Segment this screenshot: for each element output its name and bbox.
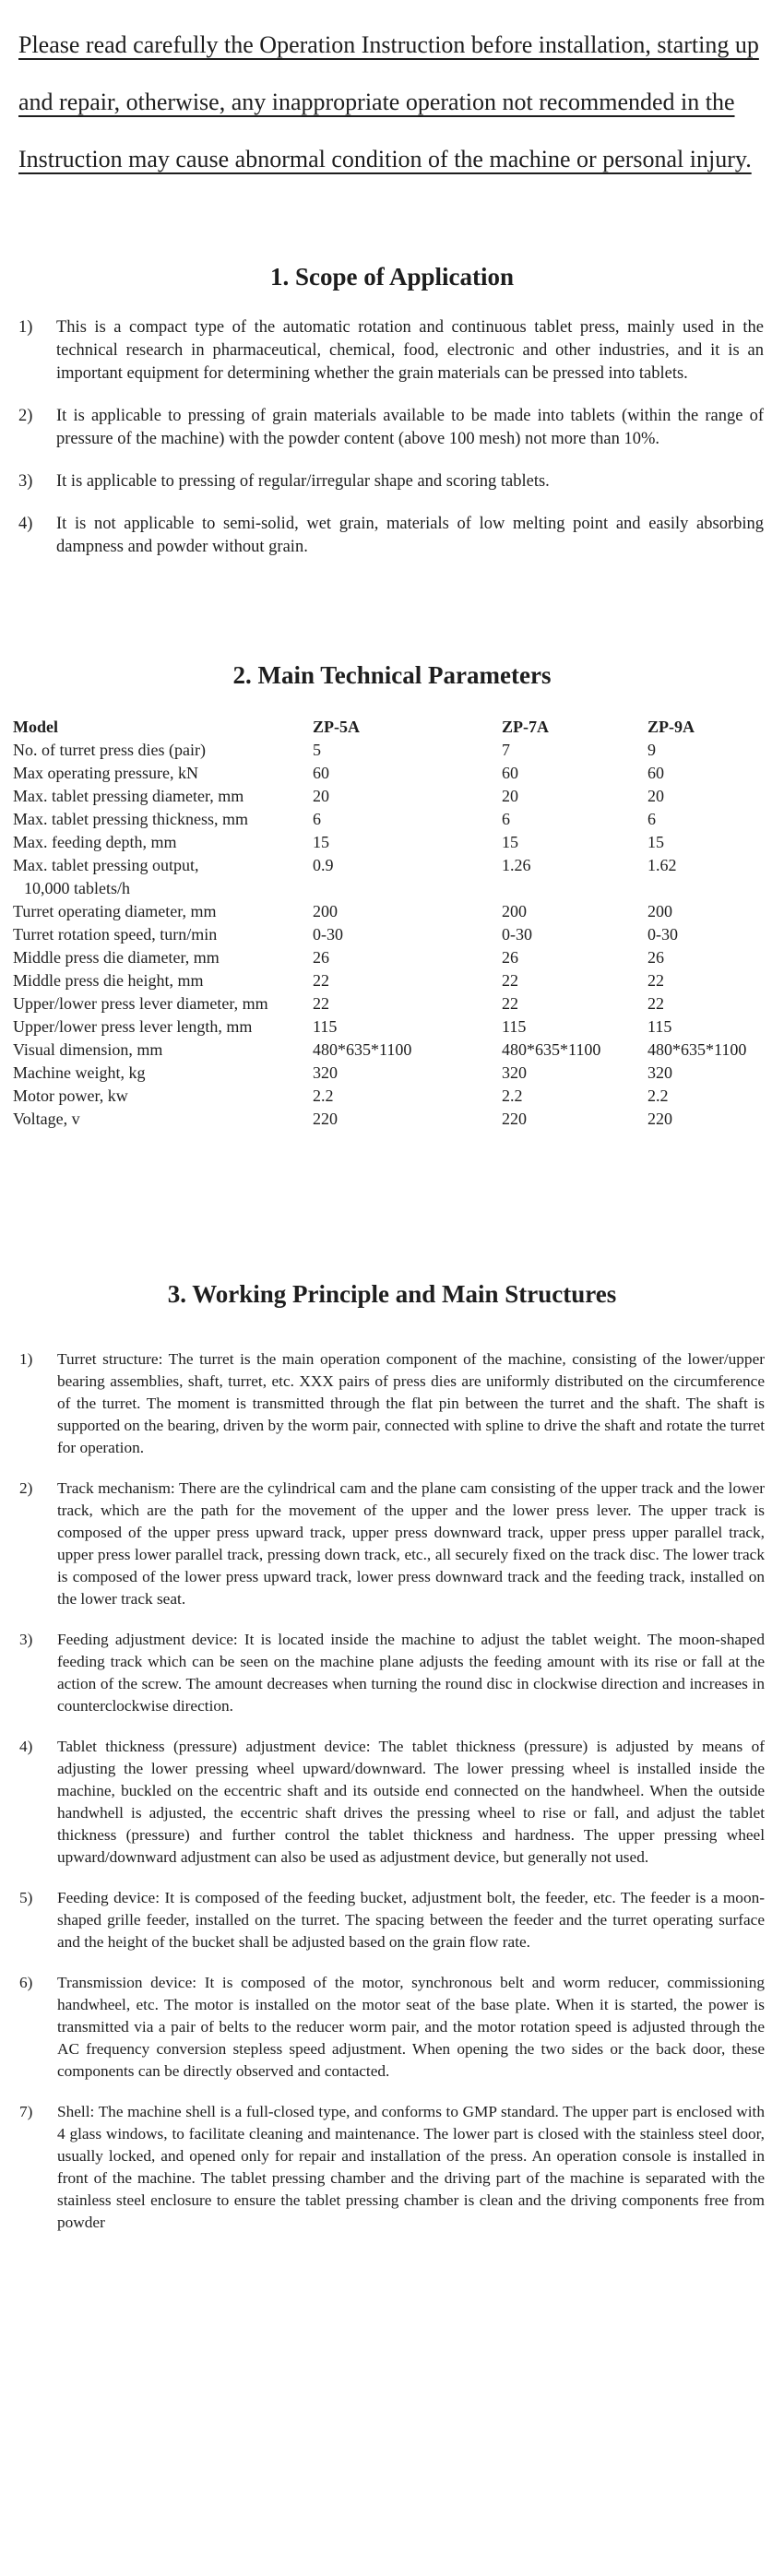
param-name: Visual dimension, mm — [13, 1040, 163, 1059]
param-value: 60 — [313, 764, 329, 782]
param-value: 200 — [313, 902, 338, 920]
header-zp5a: ZP-5A — [313, 718, 360, 736]
list-item — [19, 1972, 765, 2083]
item-text: Feeding device: It is composed of the feeding bucket, adjustment bolt, the feeder, etc. The feeder is a moon-shaped grille feeder, installed on the turret. The spacing between the feeder and the turret operating surface and the height of the bucket shall be adjusted based on the grain flow rate. — [57, 1889, 765, 1951]
working-list — [19, 1348, 765, 2252]
param-value: 480*635*1100 — [313, 1040, 412, 1059]
param-value: 2.2 — [647, 1086, 669, 1105]
param-name: Turret operating diameter, mm — [13, 902, 217, 920]
param-value: 0-30 — [502, 925, 532, 944]
list-item — [18, 470, 764, 493]
param-value: 15 — [647, 833, 664, 851]
item-text: Turret structure: The turret is the main operation component of the machine, consisting of the lower/upper bearing assemblies, shaft, turret, etc. XXX pairs of press dies are uniformly distributed on the circumference of the turret. The moment is transmitted through the flat pin between the turret and the shaft. The shaft is supported on the bearing, driven by the worm pair, connected with spline to drive the shaft and rotate the turret for operation. — [57, 1350, 765, 1456]
param-name: Max. tablet pressing diameter, mm — [13, 787, 244, 805]
param-value: 22 — [502, 994, 518, 1013]
item-text: It is not applicable to semi-solid, wet grain, materials of low melting point and easily absorbing dampness and powder without grain. — [56, 515, 764, 556]
param-name: 10,000 tablets/h — [24, 879, 130, 897]
param-name: Upper/lower press lever length, mm — [13, 1017, 253, 1036]
param-name: Turret rotation speed, turn/min — [13, 925, 218, 944]
param-value: 480*635*1100 — [647, 1040, 747, 1059]
param-value: 320 — [502, 1063, 527, 1082]
param-value: 20 — [647, 787, 664, 805]
list-item — [19, 1887, 765, 1953]
list-item — [19, 2101, 765, 2234]
param-value: 22 — [502, 971, 518, 990]
param-value: 0-30 — [647, 925, 678, 944]
param-value: 5 — [313, 741, 321, 759]
param-value: 20 — [502, 787, 518, 805]
param-name: Voltage, v — [13, 1110, 80, 1128]
param-value: 15 — [313, 833, 329, 851]
working-title: 3. Working Principle and Main Structures — [167, 1280, 617, 1308]
param-name: Machine weight, kg — [13, 1063, 146, 1082]
list-item — [19, 1478, 765, 1610]
param-name: Middle press die height, mm — [13, 971, 204, 990]
item-number: 3) — [18, 472, 33, 491]
param-value: 1.62 — [647, 856, 677, 874]
param-name: Max operating pressure, kN — [13, 764, 198, 782]
param-name: Max. tablet pressing output, — [13, 856, 199, 874]
param-value: 320 — [313, 1063, 338, 1082]
param-value: 15 — [502, 833, 518, 851]
header-zp7a: ZP-7A — [502, 718, 549, 736]
item-number: 5) — [19, 1889, 33, 1906]
param-value: 2.2 — [502, 1086, 523, 1105]
item-text: Transmission device: It is composed of the motor, synchronous belt and worm reducer, commissioning handwheel, etc. The motor is installed on the motor seat of the base plate. When it is started, the power is transmitted via a pair of belts to the reducer worm pair, and the motor rotation speed is adjusted through the AC frequency conversion stepless speed adjustment. When opening the two sides or the back door, these components can be directly observed and contacted. — [57, 1974, 765, 2080]
param-name: Upper/lower press lever diameter, mm — [13, 994, 268, 1013]
param-name: Max. tablet pressing thickness, mm — [13, 810, 248, 828]
param-name: Max. feeding depth, mm — [13, 833, 177, 851]
item-number: 2) — [18, 407, 33, 425]
param-value: 22 — [647, 994, 664, 1013]
param-value: 115 — [502, 1017, 527, 1036]
header-model: Model — [13, 718, 58, 736]
param-value: 60 — [647, 764, 664, 782]
item-text: It is applicable to pressing of regular/irregular shape and scoring tablets. — [56, 472, 550, 491]
item-text: Feeding adjustment device: It is located inside the machine to adjust the tablet weight. The moon-shaped feeding track which can be seen on the machine plane adjusts the feeding amount with its rise or fall at the action of the screw. The amount decreases when turning the round disc in clockwise direction and increases in counterclockwise direction. — [57, 1631, 765, 1715]
param-value: 22 — [313, 994, 329, 1013]
list-item — [19, 1629, 765, 1717]
param-value: 0-30 — [313, 925, 343, 944]
param-value: 200 — [502, 902, 527, 920]
param-value: 20 — [313, 787, 329, 805]
param-name: Middle press die diameter, mm — [13, 948, 220, 967]
param-name: Motor power, kw — [13, 1086, 128, 1105]
param-value: 220 — [647, 1110, 672, 1128]
param-value: 22 — [313, 971, 329, 990]
item-text: Tablet thickness (pressure) adjustment device: The tablet thickness (pressure) is adjusted by means of adjusting the lower pressing wheel upward/downward. The lower pressing wheel is installed inside the machine, buckled on the eccentric shaft and its outside end connected on the handwheel. When the outside handwhell is adjusted, the eccentric shaft drives the pressing wheel to rise or fall, and adjust the tablet thickness (pressure) and further control the tablet thickness and hardness. The upper pressing wheel upward/downward adjustment can also be used as adjustment device, but generally not used. — [57, 1738, 765, 1866]
warning-notice: Please read carefully the Operation Instruction before installation, starting up and repair, otherwise, any inappropriate operation not recommended in the Instruction may cause abnormal condition of the machine or personal injury. — [18, 31, 759, 172]
item-text: Shell: The machine shell is a full-closed type, and conforms to GMP standard. The upper part is enclosed with 4 glass windows, to facilitate cleaning and maintenance. The lower part is closed with the stainless steel door, usually locked, and opened only for repair and installation of the press. An operation console is installed in front of the machine. The tablet pressing chamber and the driving part of the machine is separated with the stainless steel enclosure to ensure the tablet pressing chamber is clean and the driving components free from powder — [57, 2103, 765, 2231]
param-value: 60 — [502, 764, 518, 782]
item-number: 7) — [19, 2103, 33, 2120]
scope-title: 1. Scope of Application — [269, 263, 515, 291]
param-value: 26 — [313, 948, 329, 967]
param-value: 320 — [647, 1063, 672, 1082]
item-text: Track mechanism: There are the cylindrical cam and the plane cam consisting of the upper track and the lower track, which are the path for the movement of the upper and the lower press lever. The upper track is composed of the upper press upward track, upper press downward track, upper press upper parallel track, upper press lower parallel track, pressing down track, etc., all securely fixed on the track disc. The lower track is composed of the lower press upward track, lower press downward track and the feeding track, installed on the lower track seat. — [57, 1479, 765, 1608]
param-value: 26 — [647, 948, 664, 967]
param-value: 220 — [502, 1110, 527, 1128]
list-item — [18, 316, 764, 386]
param-value: 26 — [502, 948, 518, 967]
scope-list — [18, 316, 764, 578]
param-value: 0.9 — [313, 856, 334, 874]
param-value: 7 — [502, 741, 510, 759]
param-value: 9 — [647, 741, 656, 759]
header-zp9a: ZP-9A — [647, 718, 695, 736]
item-text: This is a compact type of the automatic rotation and continuous tablet press, mainly used in the technical research in pharmaceutical, chemical, food, electronic and other industries, and it is an important equipment for determining whether the grain materials can be pressed into tablets. — [56, 318, 764, 383]
item-number: 3) — [19, 1631, 33, 1648]
param-value: 6 — [502, 810, 510, 828]
param-name: No. of turret press dies (pair) — [13, 741, 206, 759]
item-number: 6) — [19, 1974, 33, 1991]
param-value: 115 — [313, 1017, 338, 1036]
param-value: 6 — [313, 810, 321, 828]
param-value: 6 — [647, 810, 656, 828]
list-item — [18, 405, 764, 451]
list-item — [19, 1736, 765, 1869]
param-value: 220 — [313, 1110, 338, 1128]
item-number: 4) — [18, 515, 33, 533]
item-number: 2) — [19, 1479, 33, 1497]
item-text: It is applicable to pressing of grain materials available to be made into tablets (within the range of pressure of the machine) with the powder content (above 100 mesh) not more than 10%. — [56, 407, 764, 448]
item-number: 4) — [19, 1738, 33, 1755]
param-value: 200 — [647, 902, 672, 920]
param-value: 115 — [647, 1017, 672, 1036]
param-value: 480*635*1100 — [502, 1040, 601, 1059]
param-value: 2.2 — [313, 1086, 334, 1105]
param-value: 22 — [647, 971, 664, 990]
list-item — [18, 513, 764, 559]
item-number: 1) — [18, 318, 33, 337]
params-title: 2. Main Technical Parameters — [232, 661, 552, 689]
list-item — [19, 1348, 765, 1459]
param-value: 1.26 — [502, 856, 531, 874]
item-number: 1) — [19, 1350, 33, 1368]
